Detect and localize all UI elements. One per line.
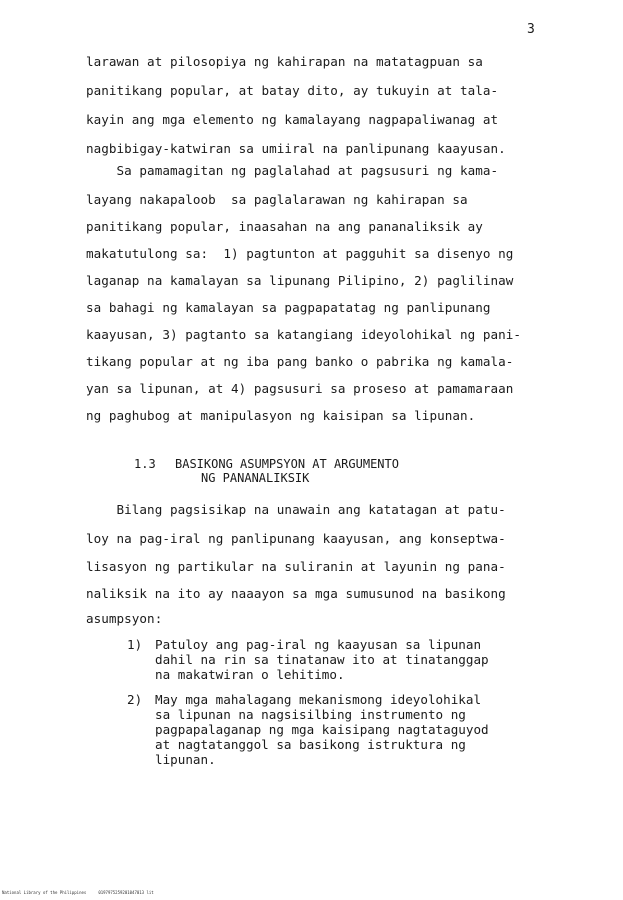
paragraph-2-line: panitikang popular, inaasahan na ang pananaliksik ay [86,219,483,234]
paragraph-2-line: kaayusan, 3) pagtanto sa katangiang ideyolohikal ng pani- [86,327,522,342]
section-heading-line-2: NG PANANALIKSIK [201,471,310,485]
list-item-line: May mga mahalagang mekanismong ideyolohikal [155,692,482,707]
paragraph-2-line: yan sa lipunan, at 4) pagsusuri sa proseso at pamamaraan [86,381,514,396]
paragraph-3-line: loy na pag-iral ng panlipunang kaayusan, ang konseptwa- [86,531,506,546]
list-item-line: sa lipunan na nagsisilbing instrumento ng [155,707,466,722]
paragraph-2-line: sa bahagi ng kamalayan sa pagpapatatag ng panlipunang [86,300,491,315]
section-heading-line-1: BASIKONG ASUMPSYON AT ARGUMENTO [175,457,399,471]
paragraph-2-line: tikang popular at ng iba pang banko o pabrika ng kamala- [86,354,514,369]
paragraph-3-line: asumpsyon: [86,611,163,626]
paragraph-3-line: naliksik na ito ay naaayon sa mga sumusunod na basikong [86,586,506,601]
list-item-number: 2) [127,692,143,707]
paragraph-2-line: makatutulong sa: 1) pagtunton at pagguhit sa disenyo ng [86,246,514,261]
paragraph-3-line: lisasyon ng partikular na suliranin at layunin ng pana- [86,559,506,574]
paragraph-2-line: layang nakapaloob sa paglalarawan ng kahirapan sa [86,192,468,207]
list-item-line: lipunan. [155,752,216,767]
page-number: 3 [527,22,535,37]
list-item-line: pagpapalaganap ng mga kaisipang nagtataguyod [155,722,489,737]
list-item-line: Patuloy ang pag-iral ng kaayusan sa lipunan [155,637,482,652]
paragraph-1-line: larawan at pilosopiya ng kahirapan na matatagpuan sa [86,54,483,69]
paragraph-2-line: ng paghubog at manipulasyon ng kaisipan sa lipunan. [86,408,476,423]
list-item-line: na makatwiran o lehitimo. [155,667,345,682]
section-number: 1.3 [134,457,156,471]
paragraph-3-line: Bilang pagsisikap na unawain ang katatagan at patu- [86,502,506,517]
list-item-line: dahil na rin sa tinatanaw ito at tinatanggap [155,652,489,667]
list-item-line: at nagtatanggol sa basikong istruktura ng [155,737,466,752]
footer-stamp: National Library of the Philippines 0197975259201047013 lit [2,890,154,895]
paragraph-2-line: Sa pamamagitan ng paglalahad at pagsusuri ng kama- [86,163,499,178]
paragraph-1-line: nagbibigay-katwiran sa umiiral na panlipunang kaayusan. [86,141,506,156]
paragraph-2-line: laganap na kamalayan sa lipunang Pilipino, 2) paglilinaw [86,273,514,288]
paragraph-1-line: kayin ang mga elemento ng kamalayang nagpapaliwanag at [86,112,499,127]
list-item-number: 1) [127,637,143,652]
paragraph-1-line: panitikang popular, at batay dito, ay tukuyin at tala- [86,83,499,98]
